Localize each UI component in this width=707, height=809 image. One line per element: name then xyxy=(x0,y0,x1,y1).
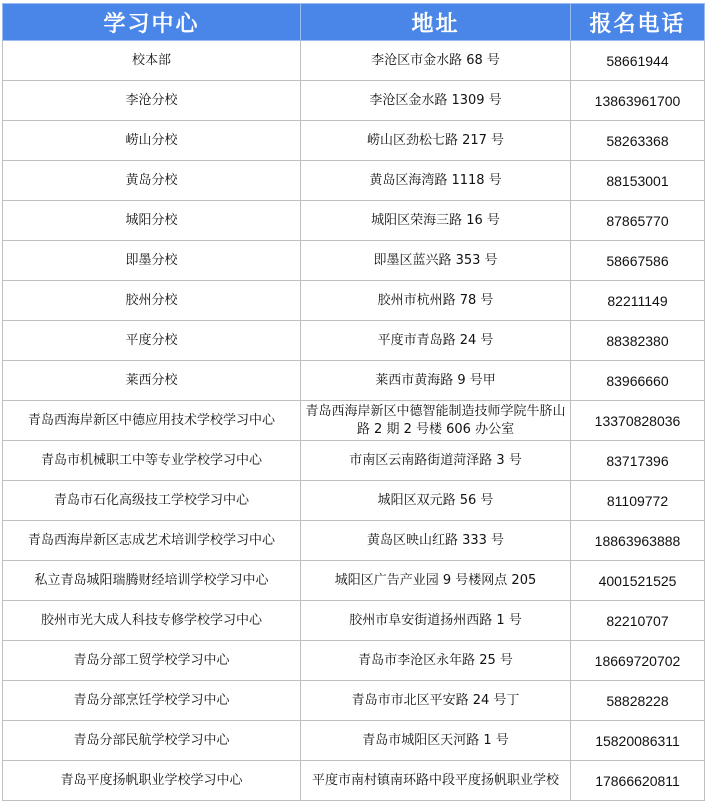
table-row xyxy=(3,681,705,721)
address-cell: 青岛市市北区平安路 24 号丁 xyxy=(301,681,571,721)
table-row xyxy=(3,521,705,561)
center-cell: 青岛分部工贸学校学习中心 xyxy=(3,641,301,681)
center-cell: 校本部 xyxy=(3,41,301,81)
center-cell: 青岛西海岸新区志成艺术培训学校学习中心 xyxy=(3,521,301,561)
address-cell: 即墨区蓝兴路 353 号 xyxy=(301,241,571,281)
table-row xyxy=(3,641,705,681)
column-header-center: 学习中心 xyxy=(3,4,301,41)
table-row xyxy=(3,561,705,601)
phone-cell: 88153001 xyxy=(571,161,705,201)
address-cell: 平度市南村镇南环路中段平度扬帆职业学校 xyxy=(301,761,571,801)
phone-cell: 87865770 xyxy=(571,201,705,241)
address-cell: 胶州市杭州路 78 号 xyxy=(301,281,571,321)
phone-cell: 82211149 xyxy=(571,281,705,321)
address-cell: 崂山区劲松七路 217 号 xyxy=(301,121,571,161)
address-cell: 莱西市黄海路 9 号甲 xyxy=(301,361,571,401)
center-cell: 城阳分校 xyxy=(3,201,301,241)
table-row xyxy=(3,161,705,201)
phone-cell: 58828228 xyxy=(571,681,705,721)
center-cell: 胶州分校 xyxy=(3,281,301,321)
table-row xyxy=(3,321,705,361)
table-row xyxy=(3,41,705,81)
phone-cell: 58667586 xyxy=(571,241,705,281)
center-cell: 李沧分校 xyxy=(3,81,301,121)
center-cell: 崂山分校 xyxy=(3,121,301,161)
phone-cell: 18863963888 xyxy=(571,521,705,561)
phone-cell: 13863961700 xyxy=(571,81,705,121)
address-cell: 青岛西海岸新区中德智能制造技师学院牛脐山路 2 期 2 号楼 606 办公室 xyxy=(301,401,571,441)
address-cell: 青岛市李沧区永年路 25 号 xyxy=(301,641,571,681)
address-cell: 城阳区广告产业园 9 号楼网点 205 xyxy=(301,561,571,601)
phone-cell: 83966660 xyxy=(571,361,705,401)
address-cell: 胶州市阜安街道扬州西路 1 号 xyxy=(301,601,571,641)
phone-cell: 88382380 xyxy=(571,321,705,361)
table-row xyxy=(3,761,705,801)
address-cell: 黄岛区映山红路 333 号 xyxy=(301,521,571,561)
address-cell: 李沧区市金水路 68 号 xyxy=(301,41,571,81)
phone-cell: 18669720702 xyxy=(571,641,705,681)
table-row xyxy=(3,81,705,121)
center-cell: 青岛市石化高级技工学校学习中心 xyxy=(3,481,301,521)
address-cell: 李沧区金水路 1309 号 xyxy=(301,81,571,121)
center-cell: 青岛平度扬帆职业学校学习中心 xyxy=(3,761,301,801)
table-row xyxy=(3,281,705,321)
phone-cell: 82210707 xyxy=(571,601,705,641)
center-cell: 黄岛分校 xyxy=(3,161,301,201)
phone-cell: 17866620811 xyxy=(571,761,705,801)
table-row xyxy=(3,361,705,401)
phone-cell: 83717396 xyxy=(571,441,705,481)
center-cell: 青岛分部民航学校学习中心 xyxy=(3,721,301,761)
address-cell: 城阳区双元路 56 号 xyxy=(301,481,571,521)
phone-cell: 81109772 xyxy=(571,481,705,521)
phone-cell: 58661944 xyxy=(571,41,705,81)
address-cell: 平度市青岛路 24 号 xyxy=(301,321,571,361)
table-row xyxy=(3,201,705,241)
center-cell: 胶州市光大成人科技专修学校学习中心 xyxy=(3,601,301,641)
table-row xyxy=(3,241,705,281)
center-cell: 私立青岛城阳瑞腾财经培训学校学习中心 xyxy=(3,561,301,601)
phone-cell: 13370828036 xyxy=(571,401,705,441)
column-header-phone: 报名电话 xyxy=(571,4,705,41)
column-header-address: 地址 xyxy=(301,4,571,41)
address-cell: 黄岛区海湾路 1118 号 xyxy=(301,161,571,201)
center-cell: 青岛分部烹饪学校学习中心 xyxy=(3,681,301,721)
center-cell: 平度分校 xyxy=(3,321,301,361)
center-cell: 青岛市机械职工中等专业学校学习中心 xyxy=(3,441,301,481)
table-row xyxy=(3,441,705,481)
phone-cell: 58263368 xyxy=(571,121,705,161)
table-row xyxy=(3,601,705,641)
table-row xyxy=(3,721,705,761)
center-cell: 青岛西海岸新区中德应用技术学校学习中心 xyxy=(3,401,301,441)
phone-cell: 4001521525 xyxy=(571,561,705,601)
center-cell: 即墨分校 xyxy=(3,241,301,281)
phone-cell: 15820086311 xyxy=(571,721,705,761)
address-cell: 青岛市城阳区天河路 1 号 xyxy=(301,721,571,761)
table-row xyxy=(3,401,705,441)
table-row xyxy=(3,121,705,161)
center-cell: 莱西分校 xyxy=(3,361,301,401)
study-center-table xyxy=(2,3,705,801)
address-cell: 市南区云南路街道菏泽路 3 号 xyxy=(301,441,571,481)
header-row xyxy=(3,4,705,41)
address-cell: 城阳区荣海三路 16 号 xyxy=(301,201,571,241)
table-row xyxy=(3,481,705,521)
